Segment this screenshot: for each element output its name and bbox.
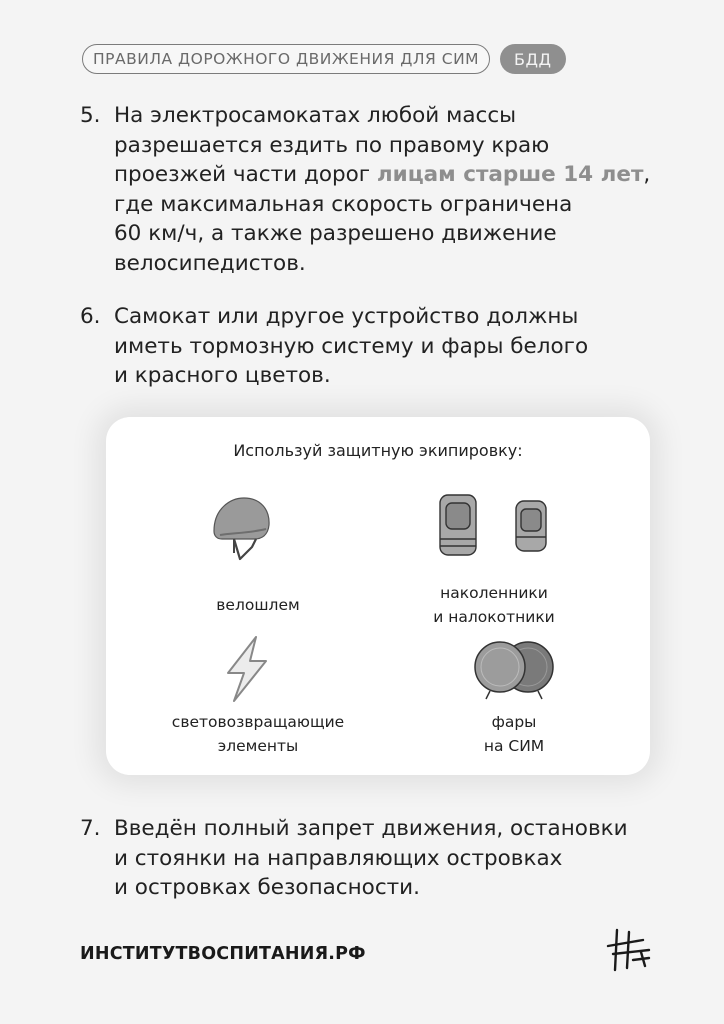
headlights-label-line1: фары [491,713,537,731]
rule-line: велосипедистов. [114,250,306,276]
rule-text [80,101,696,278]
lightning-icon [222,635,272,703]
rule-text [80,302,696,391]
pads-label-line2: и налокотники [433,608,555,626]
rule-6 [80,302,696,391]
rule-line: иметь тормозную систему и фары белого [114,333,589,359]
rule-number: 7. [80,816,101,841]
headlights-label [394,710,634,758]
header [82,42,566,76]
rule-line: и красного цветов. [114,363,331,388]
page-title: ПРАВИЛА ДОРОЖНОГО ДВИЖЕНИЯ ДЛЯ СИМ [82,44,490,74]
rule-line: где максимальная скорость ограничена [114,191,573,217]
rule-line: Введён полный запрет движения, остановки [114,816,628,841]
rule-line: 60 км/ч, а также разрешено движение [114,221,557,246]
rule-number: 5. [80,103,101,128]
reflective-label-line1: световозвращающие [171,713,345,731]
helmet-label: велошлем [216,596,300,614]
pads-label [374,581,614,629]
section-badge: БДД [500,44,565,74]
rule-line: На электросамокатах любой массы [114,103,517,128]
reflective-label-line2: элементы [217,737,299,755]
footer-site[interactable]: ИНСТИТУТВОСПИТАНИЯ.РФ [80,944,366,964]
equipment-title: Используй защитную экипировку: [233,441,523,460]
headlights-label-line2: на СИМ [483,737,545,755]
rule-line: и стоянки на направляющих островках [114,845,563,871]
headlights-icon [472,639,556,701]
rule-line: разрешается ездить по правому краю [114,132,550,158]
age-highlight: лицам старше 14 лет [376,162,644,187]
rule-number: 6. [80,304,101,329]
institute-logo-icon [605,926,657,974]
pads-label-line1: наколенники [440,584,548,602]
rule-line: и островках безопасности. [114,875,420,900]
reflective-label [138,710,378,758]
equipment-card [106,417,650,775]
knee-pads-icon [432,491,560,561]
rule-line: Самокат или другое устройство должны [114,304,579,329]
rule-7 [80,814,696,903]
rule-text [80,814,696,903]
rule-5 [80,101,696,278]
helmet-icon [210,495,272,567]
rule-line: проезжей части дорог [114,162,377,187]
rule-line: , [643,162,651,187]
